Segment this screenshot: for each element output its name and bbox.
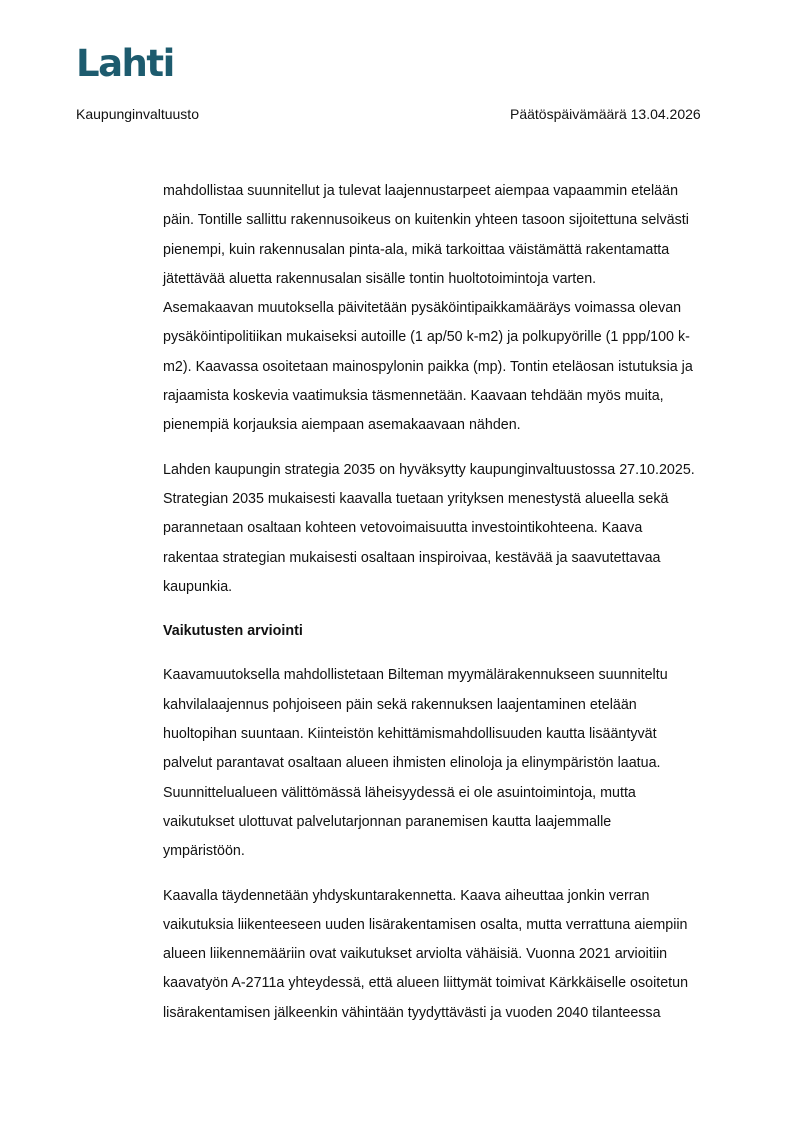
text-line: Suunnittelualueen välittömässä läheisyydessä ei ole asuintoimintoja, mutta <box>163 784 636 801</box>
text-line: Kaavamuutoksella mahdollistetaan Bilteman myymälärakennukseen suunniteltu <box>163 667 668 684</box>
text-line: huoltopihan suuntaan. Kiinteistön kehittämismahdollisuuden kautta lisääntyvät <box>163 726 657 743</box>
text-line: rajaamista koskevia vaatimuksia täsmennetään. Kaavaan tehdään myös muita, <box>163 388 664 405</box>
section-heading: Vaikutusten arviointi <box>163 623 303 640</box>
decision-date: Päätöspäivämäärä 13.04.2026 <box>510 106 701 122</box>
text-line: jätettävää aluetta rakennusalan sisälle tontin huoltotoimintoja varten. <box>163 270 597 287</box>
text-line: palvelut parantavat osaltaan alueen ihmisten elinoloja ja elinympäristön laatua. <box>163 755 661 772</box>
text-line: Strategian 2035 mukaisesti kaavalla tuetaan yrityksen menestystä alueella sekä <box>163 490 669 507</box>
text-line: vaikutukset ulottuvat palvelutarjonnan paranemisen kautta laajemmalle <box>163 813 612 830</box>
text-line: vaikutuksia liikenteeseen uuden lisärakentamisen osalta, mutta verrattuna aiempiin <box>163 916 688 933</box>
text-line: Lahden kaupungin strategia 2035 on hyväksytty kaupunginvaltuustossa 27.10.2025. <box>163 461 695 478</box>
text-line: parannetaan osaltaan kohteen vetovoimaisuutta investointikohteena. Kaava <box>163 520 643 537</box>
text-line: päin. Tontille sallittu rakennusoikeus on kuitenkin yhteen tasoon sijoitettuna selvästi <box>163 212 689 229</box>
text-line: m2). Kaavassa osoitetaan mainospylonin paikka (mp). Tontin eteläosan istutuksia ja <box>163 358 693 375</box>
organ-name: Kaupunginvaltuusto <box>76 106 199 122</box>
text-line: pienempi, kuin rakennusalan pinta-ala, mikä tarkoittaa väistämättä rakentamatta <box>163 241 670 258</box>
text-line: pysäköintipolitiikan mukaiseksi autoille (1 ap/50 k-m2) ja polkupyörille (1 ppp/100 k- <box>163 329 690 346</box>
text-line: ympäristöön. <box>163 843 245 860</box>
paragraph-traffic <box>163 882 723 1028</box>
paragraph-strategy <box>163 456 723 602</box>
text-line: lisärakentamisen jälkeenkin vähintään tyydyttävästi ja vuoden 2040 tilanteessa <box>163 1004 661 1021</box>
text-line: mahdollistaa suunnitellut ja tulevat laajennustarpeet aiempaa vapaammin etelään <box>163 183 679 199</box>
text-line: Asemakaavan muutoksella päivitetään pysäköintipaikkamääräys voimassa olevan <box>163 300 682 317</box>
paragraph-plan-change <box>163 177 723 441</box>
document-body <box>163 177 723 1043</box>
text-line: rakentaa strategian mukaisesti osaltaan inspiroivaa, kestävää ja saavutettavaa <box>163 549 661 566</box>
text-line: kaavatyön A-2711a yhteydessä, että alueen liittymät toimivat Kärkkäiselle osoitetun <box>163 975 689 992</box>
text-line: alueen liikennemääriin ovat vaikutukset arviolta vähäisiä. Vuonna 2021 arvioitiin <box>163 946 668 963</box>
text-line: Kaavalla täydennetään yhdyskuntarakennetta. Kaava aiheuttaa jonkin verran <box>163 887 650 904</box>
text-line: pienempiä korjauksia aiempaan asemakaavaan nähden. <box>163 417 521 434</box>
text-line: kaupunkia. <box>163 578 233 595</box>
lahti-logo: Lahti <box>76 42 174 85</box>
paragraph-impacts <box>163 661 723 866</box>
text-line: kahvilalaajennus pohjoiseen päin sekä rakennuksen laajentaminen etelään <box>163 696 637 713</box>
